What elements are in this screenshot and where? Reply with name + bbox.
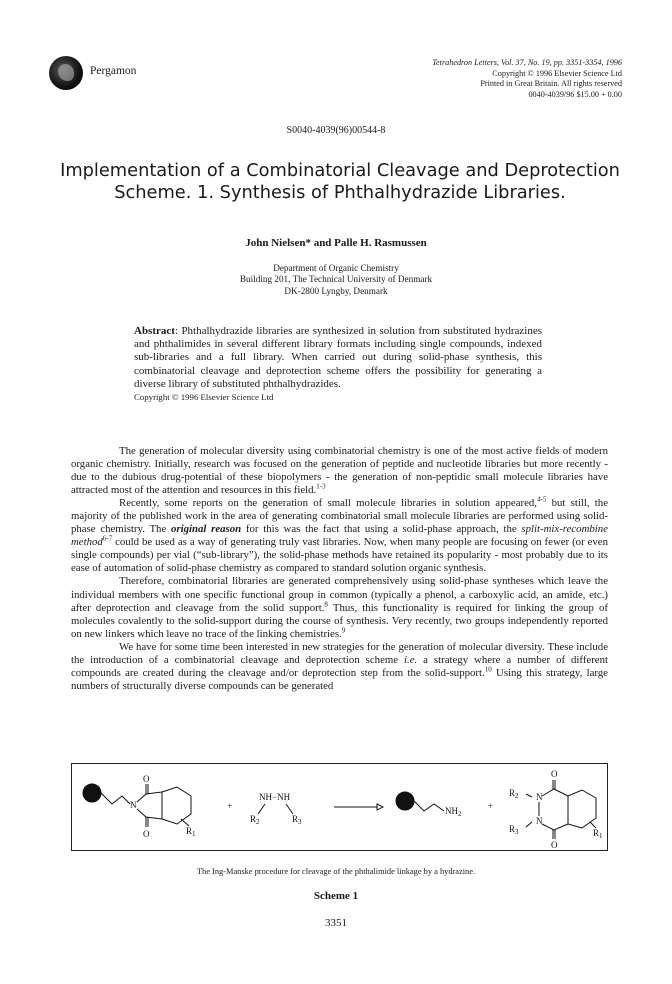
- imide-bottom: [137, 809, 162, 819]
- linker-2: [414, 801, 444, 811]
- scheme-caption: The Ing-Manske procedure for cleavage of the phthalimide linkage by a hydrazine.: [196, 867, 476, 876]
- abstract-copyright: Copyright © 1996 Elsevier Science Ltd: [134, 392, 274, 403]
- doi-code: S0040-4039(96)00544-8: [286, 125, 386, 136]
- scheme-1-figure: [71, 763, 608, 851]
- affiliation: [0, 263, 672, 297]
- n-label-1: N: [130, 800, 137, 810]
- page-number: 3351: [325, 917, 347, 929]
- n-label-3: N: [536, 816, 543, 826]
- scheme-title: Scheme 1: [313, 890, 359, 902]
- pergamon-tree-logo: [49, 56, 83, 90]
- benzene-ring-2: [568, 790, 596, 828]
- r3-bond-product: [526, 822, 532, 827]
- o-label-3: O: [551, 769, 558, 779]
- r1-label-product: $R_1$: [593, 828, 603, 840]
- r3-label-hydrazine: $R_3$: [292, 814, 302, 826]
- title-line-2: Scheme. 1. Synthesis of Phthalhydrazide Libraries.: [114, 182, 566, 203]
- o-label-4: O: [551, 840, 558, 850]
- resin-bead-2: [396, 792, 414, 810]
- paragraph-4: We have for some time been interested in new strategies for the generation of molecular diversity. These include the introduction of a combinatorial cleavage and deprotection scheme i.e. a strategy where a number of different compounds are created during the cleavage and/or deprotection step from the solid-support.$^{10}$ Using this strategy, large numbers of structurally diverse compounds can be generated: [71, 640, 608, 692]
- journal-citation: Tetrahedron Letters, Vol. 37, No. 19, pp. 3351-3354, 1996: [432, 58, 622, 67]
- imide-top: [137, 792, 162, 802]
- resin-bead-1: [83, 784, 101, 802]
- plus-sign-2: +: [488, 801, 494, 811]
- hydrazine-label: NH−NH: [259, 792, 291, 802]
- plus-sign-1: +: [227, 801, 233, 811]
- r2-bond-product: [526, 794, 532, 797]
- o-label-1: O: [143, 774, 150, 784]
- o-label-2: O: [143, 829, 150, 839]
- r2-label-product: $R_2$: [509, 788, 519, 800]
- r2-bond-hydrazine: [258, 804, 265, 814]
- hydrazide-top: [542, 789, 568, 796]
- scheme-1-diagram: [72, 764, 607, 850]
- hydrazide-bottom: [542, 824, 568, 830]
- r1-label-1: $R_1$: [186, 826, 196, 838]
- n-label-2: N: [536, 792, 543, 802]
- paragraph-2: Recently, some reports on the generation of small molecule libraries in solution appeared,$^{4-5}$ but still, the majority of the published work in the area of generating combinatorial small molecule libraries are performed using solid-phase chemistry. The original reason for this was the fact that using a solid-phase approach, the split-mix-recombine method$^{6-7}$ could be used as a way of generating truly vast libraries. Now, when many people are focusing on fewer (or even single compounds) per vial (“sub-library”), the solid-phase methods have retained its popularity - most probably due to its ease of automation of solid-phase chemistry as compared to standard solution organic synthesis.: [71, 495, 608, 575]
- journal-price: 0040-4039/96 $15.00 + 0.00: [528, 89, 622, 99]
- paper-title: [60, 160, 620, 204]
- arrow-head: [377, 804, 383, 810]
- nh2-label: $NH_2$: [445, 806, 462, 818]
- journal-printed: Printed in Great Britain. All rights reserved: [480, 79, 622, 89]
- journal-info: [432, 58, 622, 100]
- affiliation-line-3: DK-2800 Lyngby, Denmark: [284, 285, 388, 296]
- abstract-text: Abstract: Phthalhydrazide libraries are synthesized in solution from substituted hydrazines and phthalimides in several different library formats including single compounds, indexed sub-libraries and a full library. When carried out during solid-phase synthesis, this combinatorial cleavage and deprotection scheme offers the possibility for generating a diverse library of substituted phthalhydrazides.: [134, 325, 542, 390]
- abstract-label: Abstract: [134, 325, 175, 337]
- abstract: [134, 325, 542, 403]
- paragraph-1: The generation of molecular diversity using combinatorial chemistry is one of the most active fields of modern organic chemistry. Initially, research was focused on the generation of peptide and nucleotide libraries but more recently - due to the dubious drug-potential of these biopolymers - the generation of non-peptidic small molecule libraries have attracted most of the attention and resources in this field.$^{1-3}$: [71, 445, 608, 497]
- publisher-name: Pergamon: [90, 65, 137, 77]
- affiliation-line-1: Department of Organic Chemistry: [273, 263, 399, 273]
- linker-1: [101, 793, 130, 804]
- r3-label-product: $R_3$: [509, 824, 519, 836]
- paragraph-3: Therefore, combinatorial libraries are generated comprehensively using solid-phase syntheses which leave the individual members with one specific functional group in common (typically a phenol, a carboxylic acid, an amide, etc.) after deprotection and cleavage from the solid support.$^8$ Thus, this functionality is required for linking the group of molecules covalently to the solid-support during the course of synthesis. Very recently, two groups independently reported on new linkers which leave no trace of the linking chemistries.$^9$: [71, 575, 608, 640]
- r3-bond-hydrazine: [286, 804, 293, 814]
- authors: John Nielsen* and Palle H. Rasmussen: [245, 237, 427, 249]
- body-text: [71, 445, 608, 693]
- benzene-ring-1: [162, 787, 191, 824]
- journal-copyright: Copyright © 1996 Elsevier Science Ltd: [492, 68, 622, 78]
- r2-label-hydrazine: $R_2$: [250, 814, 260, 826]
- affiliation-line-2: Building 201, The Technical University of Denmark: [239, 274, 433, 285]
- title-line-1: Implementation of a Combinatorial Cleavage and Deprotection: [60, 160, 620, 181]
- r1-bond: [181, 819, 189, 826]
